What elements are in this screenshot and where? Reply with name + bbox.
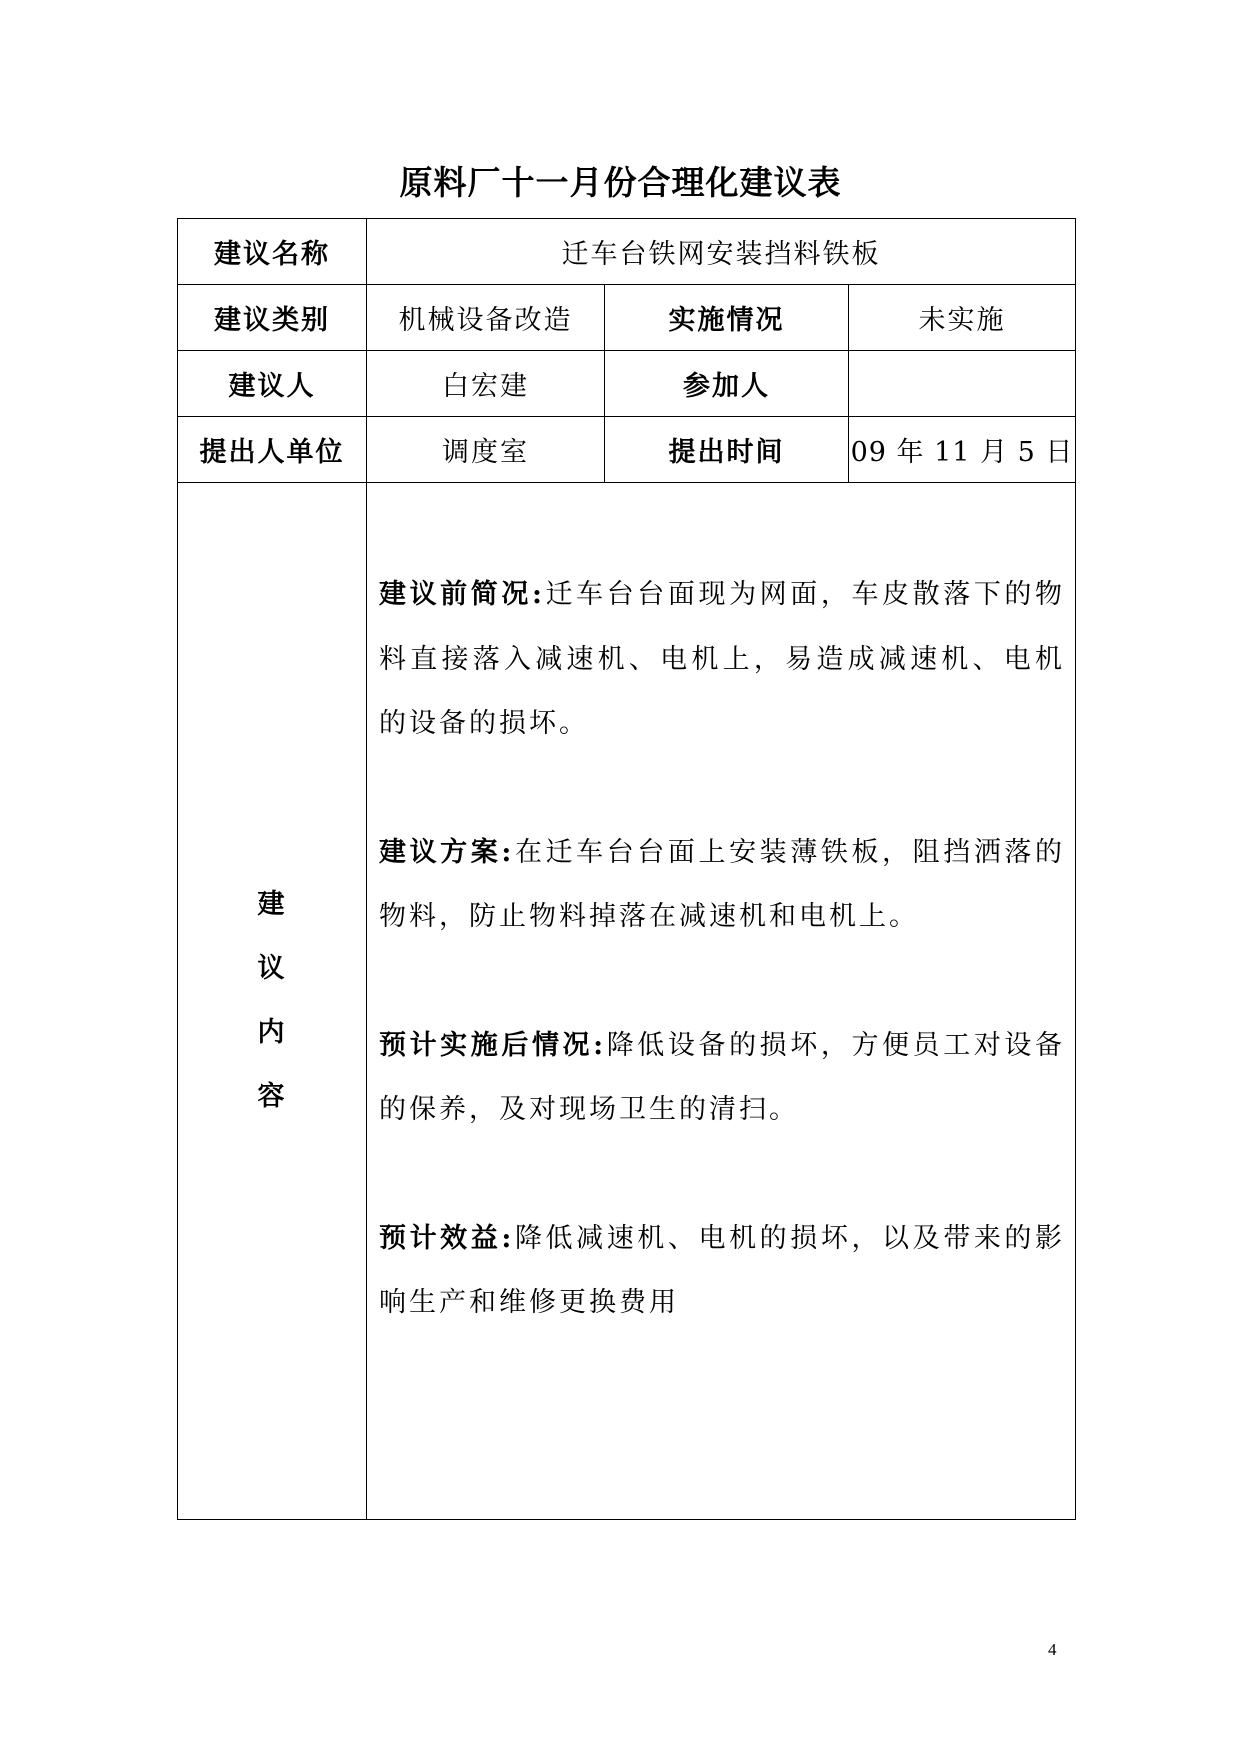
row-suggestion-name [178,219,1076,285]
before-situation-text: 迁车台台面现为网面，车皮散落下的物料直接落入减速机、电机上，易造成减速机、电机的设备的损坏。 [379,579,1066,739]
benefit-text: 降低减速机、电机的损坏，以及带来的影响生产和维修更换费用 [379,1222,1066,1318]
content-label-char: 内 [257,1017,287,1048]
suggestion-form-table [177,218,1076,1520]
row-unit [178,417,1076,483]
content-body [367,483,1076,1520]
before-situation-paragraph [379,563,1065,757]
category-label: 建议类别 [178,285,367,351]
content-label-char: 议 [257,953,287,984]
page-title: 原料厂十一月份合理化建议表 [399,163,842,202]
content-label-char: 建 [257,889,287,920]
suggestion-name-label: 建议名称 [178,219,367,285]
proposer-value: 白宏建 [367,351,605,417]
suggestion-name-value: 迁车台铁网安装挡料铁板 [367,219,1076,285]
before-situation-label: 建议前简况: [379,579,545,610]
plan-text: 在迁车台台面上安装薄铁板，阻挡洒落的物料，防止物料掉落在减速机和电机上。 [379,836,1066,932]
after-situation-text: 降低设备的损坏，方便员工对设备的保养，及对现场卫生的清扫。 [379,1029,1066,1125]
unit-value: 调度室 [367,417,605,483]
time-value: 09 年 11 月 5 日 [849,417,1076,483]
category-value: 机械设备改造 [367,285,605,351]
time-label: 提出时间 [605,417,849,483]
participant-value [849,351,1076,417]
plan-paragraph [379,821,1065,950]
content-label [178,483,367,1520]
participant-label: 参加人 [605,351,849,417]
content-label-char: 容 [257,1081,287,1112]
unit-label: 提出人单位 [178,417,367,483]
proposer-label: 建议人 [178,351,367,417]
status-value: 未实施 [849,285,1076,351]
status-label: 实施情况 [605,285,849,351]
after-situation-label: 预计实施后情况: [379,1029,607,1061]
row-content [178,483,1076,1520]
page-number: 4 [1048,1640,1057,1659]
benefit-paragraph [379,1207,1065,1336]
row-category [178,285,1076,351]
row-proposer [178,351,1076,417]
plan-label: 建议方案: [379,836,515,868]
benefit-label: 预计效益: [379,1222,515,1254]
after-situation-paragraph [379,1014,1065,1143]
